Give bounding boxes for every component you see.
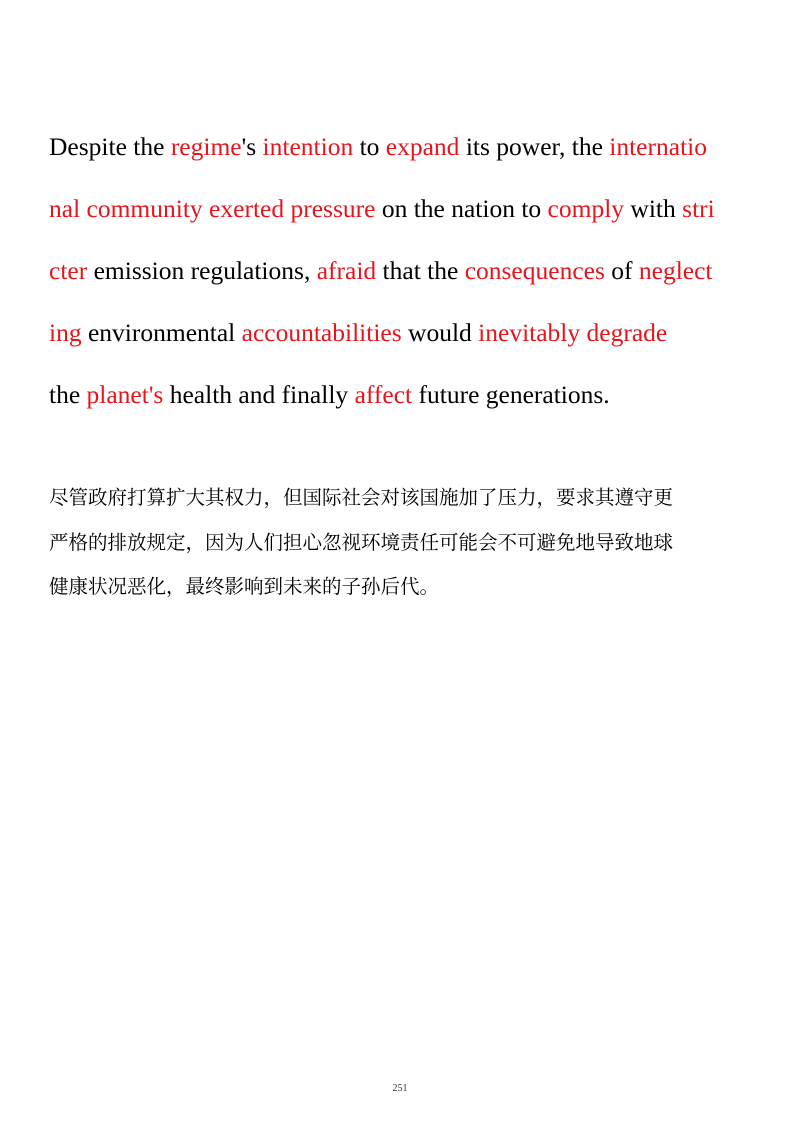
- english-line: [49, 194, 715, 224]
- highlighted-word: inevitably degrade: [478, 318, 668, 347]
- highlighted-word: consequences: [464, 256, 605, 285]
- highlighted-word: accountabilities: [241, 318, 402, 347]
- english-line: [49, 132, 707, 162]
- highlighted-word: expand: [385, 132, 460, 161]
- highlighted-word: regime: [170, 132, 242, 161]
- highlighted-word: afraid: [316, 256, 377, 285]
- highlighted-word: internatio: [609, 132, 707, 161]
- chinese-line: 健康状况恶化，最终影响到未来的子孙后代。: [49, 575, 440, 598]
- highlighted-word: ing: [49, 318, 82, 347]
- plain-text: environmental: [81, 318, 242, 347]
- plain-text: on the nation to: [375, 194, 548, 223]
- plain-text: future generations.: [412, 380, 610, 409]
- plain-text: Despite the: [49, 132, 171, 161]
- highlighted-word: affect: [354, 380, 413, 409]
- highlighted-word: neglect: [638, 256, 713, 285]
- highlighted-word: comply: [547, 194, 625, 223]
- plain-text: the: [49, 380, 87, 409]
- plain-text: emission regulations,: [87, 256, 317, 285]
- plain-text: of: [604, 256, 639, 285]
- english-line: [49, 318, 667, 348]
- english-line: [49, 380, 610, 410]
- plain-text: to: [353, 132, 386, 161]
- plain-text: would: [401, 318, 479, 347]
- highlighted-word: planet's: [86, 380, 164, 409]
- highlighted-word: intention: [262, 132, 354, 161]
- plain-text: with: [624, 194, 683, 223]
- chinese-line: 尽管政府打算扩大其权力，但国际社会对该国施加了压力，要求其遵守更: [49, 486, 674, 509]
- highlighted-word: nal community exerted pressure: [49, 194, 376, 223]
- highlighted-word: cter: [49, 256, 88, 285]
- plain-text: that the: [376, 256, 465, 285]
- chinese-line: 严格的排放规定，因为人们担心忽视环境责任可能会不可避免地导致地球: [49, 531, 674, 554]
- plain-text: 's: [241, 132, 263, 161]
- plain-text: its power, the: [459, 132, 610, 161]
- plain-text: health and finally: [163, 380, 355, 409]
- highlighted-word: stri: [682, 194, 715, 223]
- english-line: [49, 256, 713, 286]
- page-number: 251: [392, 1083, 408, 1094]
